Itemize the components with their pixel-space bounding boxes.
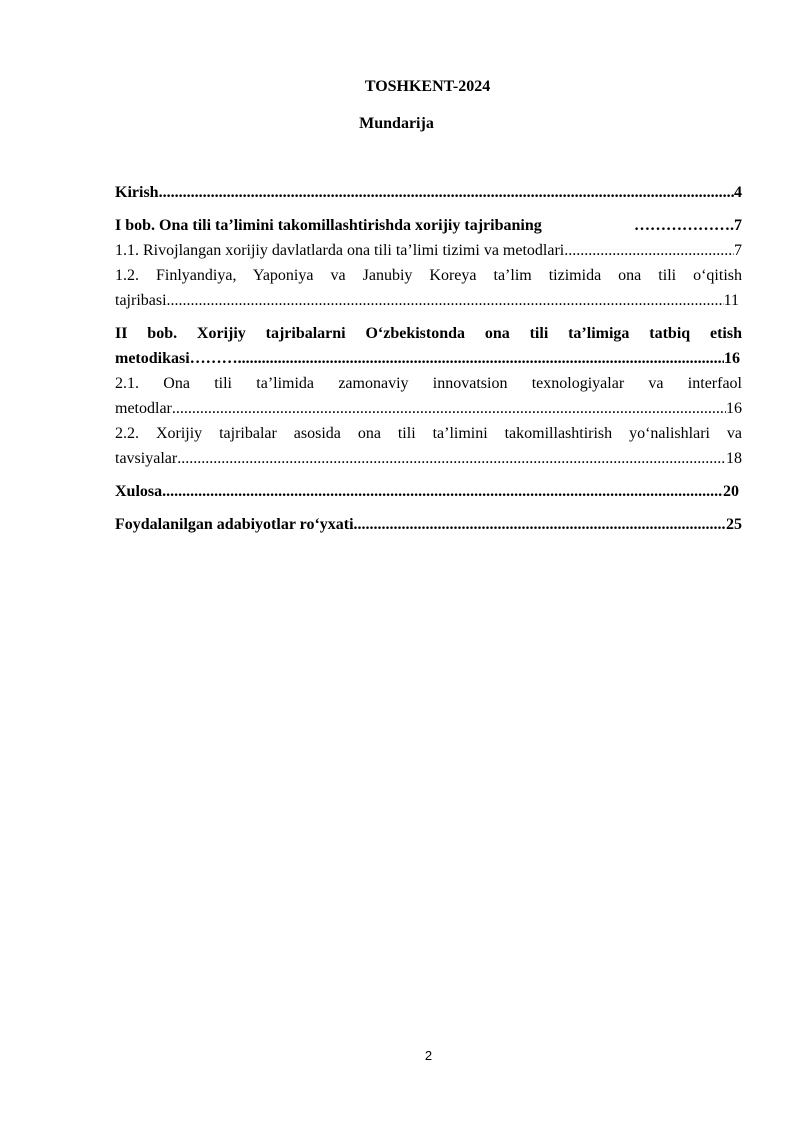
toc-entry-title-line-1: 2.1. Ona tili ta’limida zamonaviy innovatsion texnologiyalar va interfaol xyxy=(115,375,742,392)
toc-entry-title-line-2: metodikasi xyxy=(115,350,190,367)
toc-entry-section-1-1[interactable] xyxy=(115,238,742,263)
toc-heading: Mundarija xyxy=(359,115,434,132)
table-of-contents xyxy=(115,180,742,537)
dot-leader xyxy=(177,446,726,471)
toc-entry-page: 7 xyxy=(734,242,742,259)
dot-leader xyxy=(354,512,726,537)
toc-entry-leader: ……… xyxy=(189,350,238,367)
page-number: 2 xyxy=(424,1048,433,1063)
toc-entry-title: I bob. Ona tili ta’limini takomillashtirishda xorijiy tajribaning xyxy=(115,217,542,234)
toc-entry-leader: ………………. xyxy=(634,217,734,234)
toc-entry-title: Foydalanilgan adabiyotlar ro‘yxati xyxy=(115,516,354,533)
toc-entry-chapter-1[interactable] xyxy=(115,213,742,238)
toc-entry-page: 20 xyxy=(723,483,739,500)
toc-entry-references[interactable] xyxy=(115,512,742,537)
toc-entry-page: 25 xyxy=(726,516,742,533)
dot-leader xyxy=(172,396,726,421)
toc-entry-title: 1.1. Rivojlangan xorijiy davlatlarda ona tili ta’limi tizimi va metodlari xyxy=(115,242,565,259)
toc-entry-title: Kirish xyxy=(115,184,159,201)
toc-entry-title-line-1: 2.2. Xorijiy tajribalar asosida ona tili ta’limini takomillashtirish yo‘nalishlari va xyxy=(115,425,742,442)
toc-entry-page: 4 xyxy=(734,184,742,201)
dot-leader xyxy=(564,238,734,263)
city-year-line: TOSHKENT-2024 xyxy=(364,78,491,95)
toc-entry-section-1-2[interactable] xyxy=(115,263,742,313)
toc-entry-title-line-1: II bob. Xorijiy tajribalarni O‘zbekistonda ona tili ta’limiga tatbiq etish xyxy=(115,325,742,342)
toc-entry-title-line-2: tajribasi xyxy=(115,292,167,309)
dot-leader xyxy=(167,288,724,313)
toc-entry-section-2-1[interactable] xyxy=(115,371,742,421)
dot-leader xyxy=(162,479,723,504)
toc-entry-page: 18 xyxy=(726,450,742,467)
dot-leader xyxy=(159,180,734,205)
toc-entry-title-line-2: metodlar xyxy=(115,400,172,417)
toc-entry-page: 11 xyxy=(723,292,739,309)
toc-entry-title-line-1: 1.2. Finlyandiya, Yaponiya va Janubiy Koreya ta’lim tizimida ona tili o‘qitish xyxy=(115,267,742,284)
toc-entry-title: Xulosa xyxy=(115,483,163,500)
toc-entry-xulosa[interactable] xyxy=(115,479,739,504)
toc-entry-chapter-2[interactable] xyxy=(115,321,742,371)
toc-entry-title-line-2: tavsiyalar xyxy=(115,450,178,467)
toc-entry-page: 16 xyxy=(724,350,740,367)
toc-entry-page: 7 xyxy=(734,217,742,234)
toc-entry-section-2-2[interactable] xyxy=(115,421,742,471)
toc-entry-kirish[interactable] xyxy=(115,180,742,205)
dot-leader xyxy=(238,346,724,371)
toc-entry-page: 16 xyxy=(726,400,742,417)
